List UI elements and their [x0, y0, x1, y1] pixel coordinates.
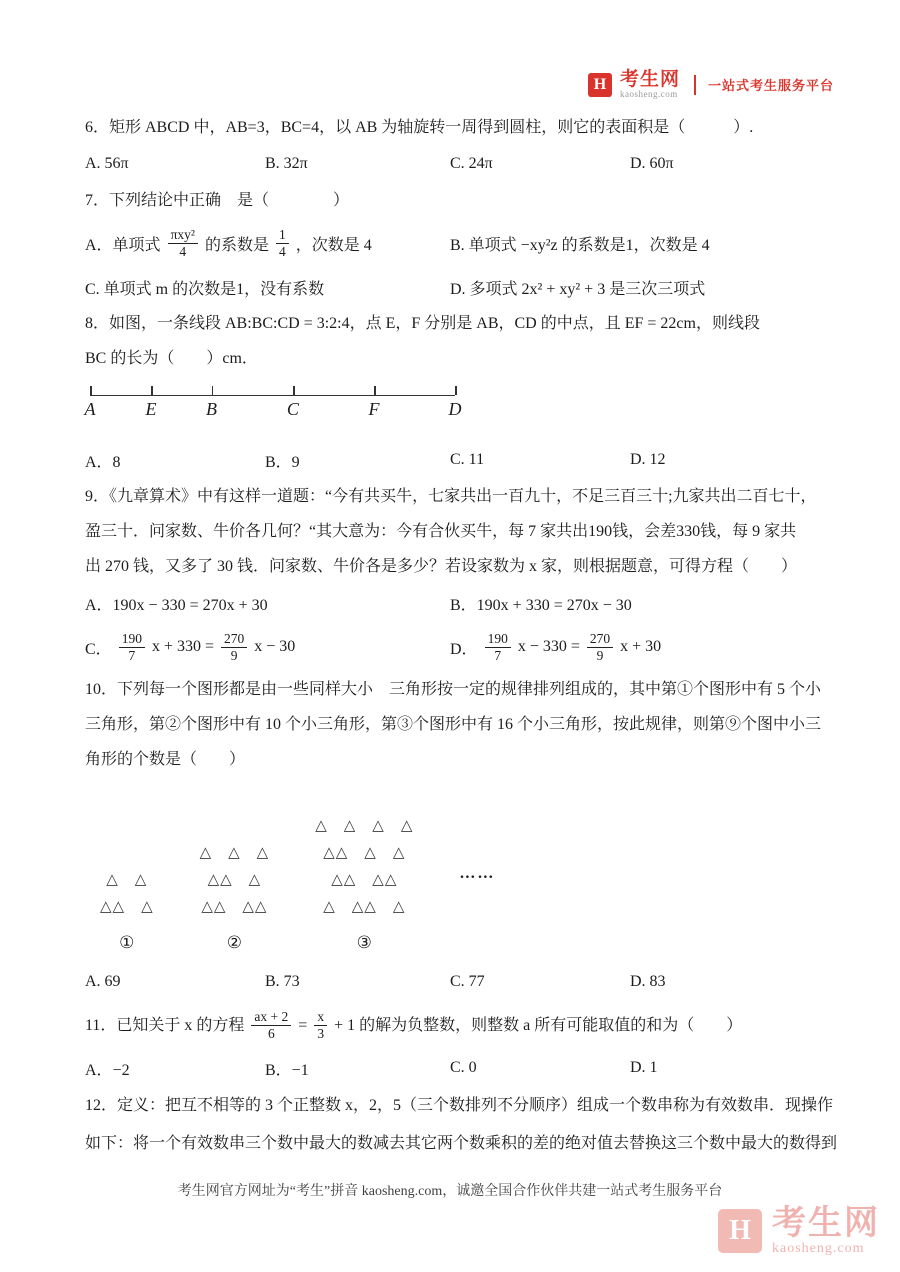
q7-option-d: D. 多项式 2x² + xy² + 3 是三次三项式 — [450, 280, 706, 298]
fraction-numerator: ax + 2 — [251, 1009, 291, 1026]
q8-option-b: B．9 — [265, 453, 300, 471]
point-label-C: C — [286, 399, 299, 419]
fraction-denominator: 3 — [317, 1025, 325, 1041]
figure-ellipsis: …… — [459, 865, 496, 882]
q7-a-post: ，次数是 4 — [295, 236, 372, 254]
triangle-row: △△ △ — [100, 899, 154, 915]
q9-d-mid: x − 330 = — [517, 638, 580, 655]
q6-option-c: C. 24π — [450, 155, 493, 172]
tick-mark — [90, 386, 92, 395]
fraction — [314, 1009, 327, 1041]
triangle-row: △ △ △ — [199, 845, 270, 861]
header-logo — [588, 70, 834, 99]
fraction-denominator: 7 — [494, 647, 502, 663]
q8-option-c: C. 11 — [450, 451, 485, 468]
brand-domain: kaosheng.com — [619, 88, 678, 99]
q7-options-ab — [85, 218, 834, 268]
q8-options — [85, 441, 834, 479]
question-8 — [85, 306, 834, 479]
q8-option-d: D. 12 — [630, 451, 666, 468]
q8-option-a: A．8 — [85, 453, 121, 471]
logo-text — [620, 70, 680, 99]
q10-stem-line2: 三角形，第②个图形中有 10 个小三角形，第③个图形中有 16 个小三角形，按此规律，则第⑨个图中小三 — [85, 716, 822, 733]
q11-post: + 1 的解为负整数，则整数 a 所有可能取值的和为（ ） — [334, 1016, 743, 1034]
fraction-numerator: 270 — [221, 631, 247, 648]
q9-c-post: x − 30 — [254, 638, 296, 655]
fraction — [276, 227, 289, 259]
fraction — [221, 631, 247, 663]
kaosheng-logo-icon: H — [588, 73, 612, 97]
fraction — [485, 631, 511, 663]
figure-label-3: ③ — [356, 933, 372, 952]
q6-option-b: B. 32π — [265, 155, 308, 172]
point-label-E: E — [145, 399, 157, 419]
footer-text: 考生网官方网址为“考生”拼音 kaosheng.com，诚邀全国合作伙伴共建一站式考生服务平台 — [177, 1184, 723, 1199]
q10-option-a: A. 69 — [85, 973, 121, 990]
q8-stem-line1: 8．如图，一条线段 AB:BC:CD = 3:2:4，点 E，F 分别是 AB，CD 的中点，且 EF = 22cm，则线段 — [85, 315, 760, 332]
point-label-A: A — [84, 399, 96, 419]
q7-options-cd — [85, 268, 834, 306]
q10-option-d: D. 83 — [630, 973, 666, 990]
q7-a-mid: 的系数是 — [204, 236, 269, 254]
q11-pre: 11．已知关于 x 的方程 — [85, 1016, 245, 1034]
question-7 — [85, 183, 834, 306]
q7-stem: 7．下列结论中正确 是（ ） — [85, 192, 350, 209]
fraction-numerator: πxy² — [168, 227, 198, 244]
q11-equals: = — [298, 1016, 308, 1034]
fraction-denominator: 4 — [278, 243, 286, 259]
fraction — [251, 1009, 291, 1041]
segment-line — [90, 386, 455, 396]
point-label-B: B — [206, 399, 218, 419]
q9-option-b: B．190x + 330 = 270x − 30 — [450, 596, 632, 614]
q9-option-c — [85, 631, 450, 663]
watermark-domain: kaosheng.com — [772, 1240, 865, 1256]
q7-option-c: C. 单项式 m 的次数是1，没有系数 — [85, 280, 325, 298]
tick-mark — [455, 386, 457, 395]
triangle-row: △ △ △ △ — [315, 818, 414, 834]
q6-stem: 6．矩形 ABCD 中，AB=3，BC=4，以 AB 为轴旋转一周得到圆柱，则它的表面积是（ ）. — [85, 119, 754, 136]
triangle-row: △△ △△ — [201, 899, 268, 915]
question-12 — [85, 1087, 838, 1163]
q11-option-c: C. 0 — [450, 1059, 477, 1076]
triangle-row: △ △ — [106, 872, 148, 888]
fraction-denominator: 6 — [267, 1025, 275, 1041]
footer-watermark — [718, 1206, 880, 1256]
tick-mark — [212, 386, 214, 395]
question-10 — [85, 672, 834, 1001]
fraction-denominator: 7 — [128, 647, 136, 663]
q9-option-d — [450, 631, 834, 663]
q12-stem-line1: 12．定义：把互不相等的 3 个正整数 x，2，5（三个数排列不分顺序）组成一个数串称为有效数串．现操作 — [85, 1097, 834, 1114]
q6-option-d: D. 60π — [630, 155, 674, 172]
fraction-denominator: 4 — [179, 243, 187, 259]
point-label-F: F — [368, 399, 380, 419]
question-11 — [85, 1001, 834, 1087]
q10-stem-line3: 角形的个数是（ ） — [85, 751, 246, 768]
question-6 — [85, 110, 834, 183]
segment-labels — [84, 399, 462, 427]
tick-mark — [374, 386, 376, 395]
q10-stem-line1: 10．下列每一个图形都是由一些同样大小 三角形按一定的规律排列组成的，其中第①个图形中有 5 个小 — [85, 681, 822, 698]
q10-option-b: B. 73 — [265, 973, 300, 990]
figure-group-1 — [100, 867, 154, 953]
brand-name: 考生网 — [619, 69, 680, 90]
q7-option-b: B. 单项式 −xy²z 的系数是1，次数是 4 — [450, 236, 710, 254]
q11-option-d: D. 1 — [630, 1059, 658, 1076]
triangle-row: △△ △ △ — [323, 845, 406, 861]
q11-option-a: A．−2 — [85, 1061, 130, 1079]
brand-tagline: 一站式考生服务平台 — [707, 78, 834, 94]
q9-c-label: C． — [85, 640, 112, 658]
q10-triangle-figure — [100, 803, 834, 953]
exam-content — [84, 110, 838, 1163]
kaosheng-watermark-icon: H — [718, 1209, 762, 1253]
q9-d-post: x + 30 — [620, 638, 662, 655]
q9-c-mid: x + 330 = — [151, 638, 214, 655]
q10-option-c: C. 77 — [450, 973, 485, 990]
q9-d-label: D． — [450, 640, 478, 658]
figure-label-1: ① — [119, 933, 135, 952]
q10-options — [85, 963, 834, 1001]
q9-options-cd — [85, 622, 834, 672]
q9-option-a: A．190x − 330 = 270x + 30 — [85, 596, 268, 614]
point-label-D: D — [448, 399, 462, 419]
fraction — [119, 631, 145, 663]
figure-group-2 — [200, 840, 270, 953]
fraction — [168, 227, 198, 259]
question-9 — [85, 479, 834, 672]
q9-stem-line3: 出 270 钱，又多了 30 钱．问家数、牛价各是多少？若设家数为 x 家，则根据题意，可得方程（ ） — [85, 558, 798, 575]
watermark-brand: 考生网 — [772, 1205, 880, 1242]
tick-mark — [151, 386, 153, 395]
figure-label-2: ② — [226, 933, 243, 952]
triangle-row: △ △△ △ — [323, 899, 406, 915]
q6-options — [85, 145, 834, 183]
watermark-text — [772, 1206, 880, 1256]
q6-option-a: A. 56π — [85, 155, 129, 172]
q11-stem — [85, 1001, 834, 1049]
fraction — [587, 631, 613, 663]
tick-mark — [293, 386, 295, 395]
fraction-numerator: 190 — [485, 631, 511, 648]
q8-segment-figure — [84, 386, 462, 427]
q12-stem-line2: 如下：将一个有效数串三个数中最大的数减去其它两个数乘积的差的绝对值去替换这三个数中最大的数得到 — [85, 1135, 838, 1152]
fraction-numerator: 270 — [587, 631, 613, 648]
figure-group-3 — [315, 813, 413, 953]
q9-options-ab — [85, 584, 834, 622]
q11-option-b: B．−1 — [265, 1061, 309, 1079]
q9-stem-line2: 盈三十．问家数、牛价各几何？“其大意为：今有合伙买牛，每 7 家共出190钱，会差330钱，每 9 家共 — [85, 523, 797, 540]
fraction-denominator: 9 — [230, 647, 238, 663]
logo-divider — [694, 75, 696, 95]
fraction-numerator: 1 — [276, 227, 289, 244]
triangle-row: △△ △ — [207, 872, 262, 888]
triangle-row: △△ △△ — [331, 872, 398, 888]
fraction-denominator: 9 — [596, 647, 604, 663]
q7-a-pre: A．单项式 — [85, 236, 161, 254]
q9-stem-line1: 9．《九章算术》中有这样一道题：“今有共买牛，七家共出一百九十，不足三百三十;九家共出二百七十， — [85, 488, 817, 505]
fraction-numerator: 190 — [119, 631, 145, 648]
q7-option-a — [85, 227, 450, 259]
q11-options — [85, 1049, 834, 1087]
q8-stem-line2: BC 的长为（ ）cm． — [85, 350, 258, 367]
fraction-numerator: x — [314, 1009, 327, 1026]
